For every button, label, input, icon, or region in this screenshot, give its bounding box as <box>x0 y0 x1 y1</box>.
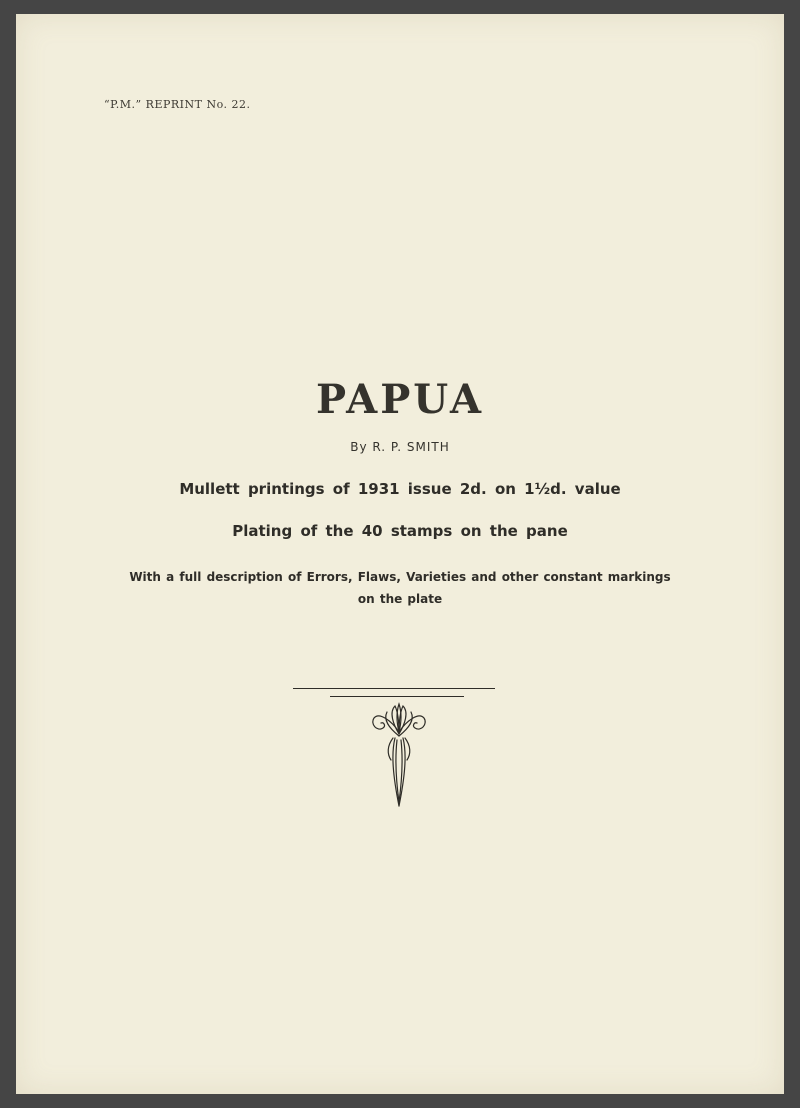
description-line-2: on the plate <box>357 592 443 606</box>
floral-ornament-icon <box>369 702 429 808</box>
description-block <box>16 566 784 610</box>
description-line-1: With a full description of Errors, Flaws, Varieties and other constant markings <box>129 570 671 584</box>
subtitle-printings: Mullett printings of 1931 issue 2d. on 1½d. value <box>179 480 621 498</box>
page-title: PAPUA <box>316 376 484 423</box>
document-page <box>16 14 784 1094</box>
reprint-number: “P.M.” REPRINT No. 22. <box>104 98 251 111</box>
author-line: By R. P. SMITH <box>350 440 450 454</box>
subtitle-plating: Plating of the 40 stamps on the pane <box>232 522 568 540</box>
divider-long <box>293 688 495 689</box>
divider-short <box>330 696 464 697</box>
